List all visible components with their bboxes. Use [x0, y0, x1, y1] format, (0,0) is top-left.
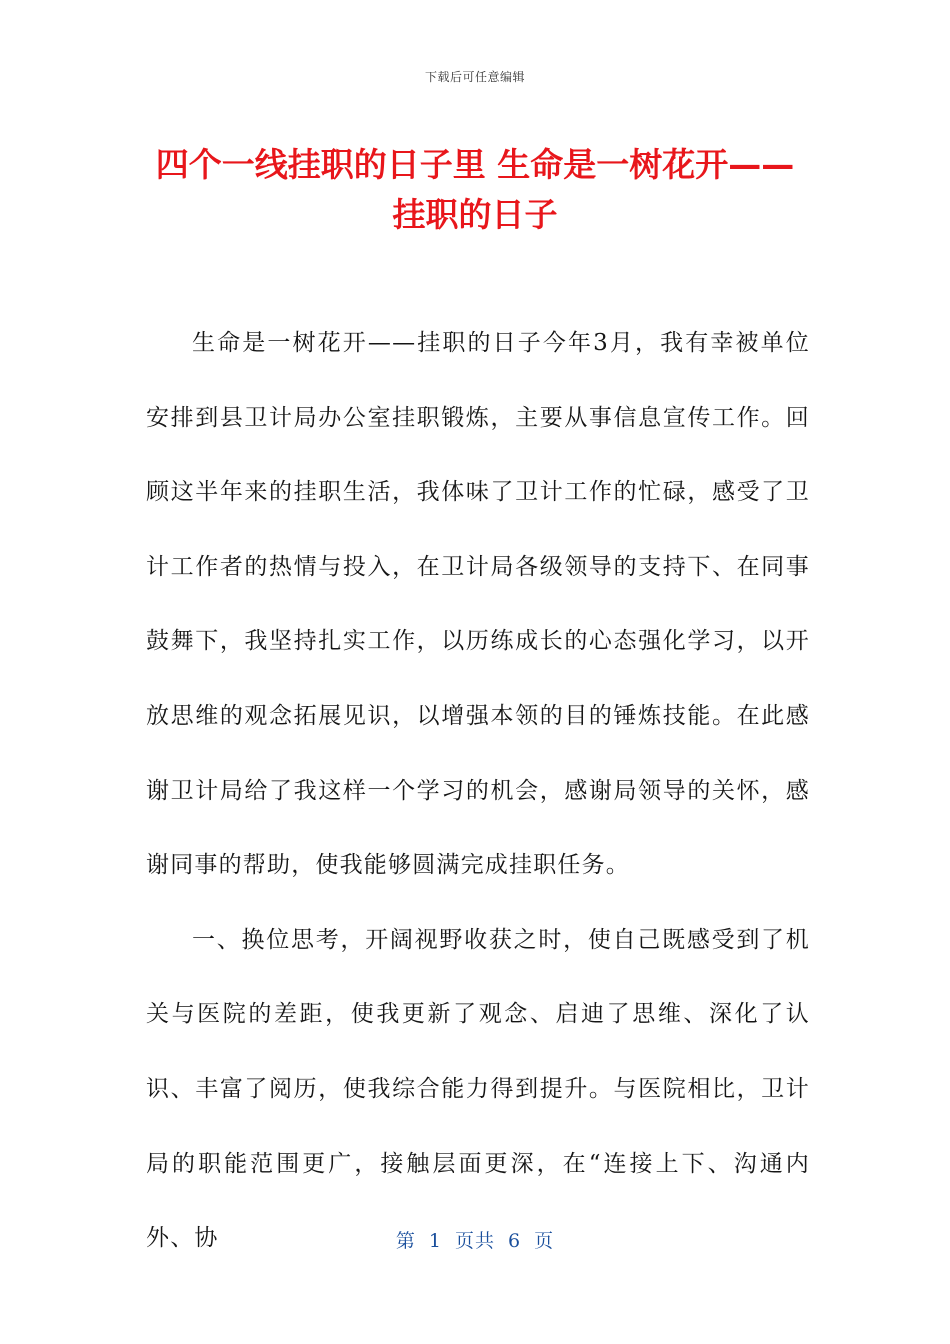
- title-line-1: 四个一线挂职的日子里 生命是一树花开——: [155, 145, 795, 184]
- body-paragraph: 生命是一树花开——挂职的日子今年3月，我有幸被单位安排到县卫计局办公室挂职锻炼，主要从事信息宣传工作。回顾这半年来的挂职生活，我体味了卫计工作的忙碌，感受了卫计工作者的热情与投入，在卫计局各级领导的支持下、在同事鼓舞下，我坚持扎实工作，以历练成长的心态强化学习，以开放思维的观念拓展见识，以增强本领的目的锤炼技能。在此感谢卫计局给了我这样一个学习的机会，感谢局领导的关怀，感谢同事的帮助，使我能够圆满完成挂职任务。: [146, 330, 810, 879]
- document-title: [100, 140, 850, 240]
- document-body: [146, 306, 810, 1276]
- download-note: 下载后可任意编辑: [424, 70, 525, 84]
- body-paragraph: 一、换位思考，开阔视野收获之时，使自己既感受到了机关与医院的差距，使我更新了观念、启迪了思维、深化了认识、丰富了阅历，使我综合能力得到提升。与医院相比，卫计局的职能范围更广，接触层面更深，在“连接上下、沟通内外、协: [146, 926, 810, 1252]
- title-line-2: 挂职的日子: [392, 195, 558, 234]
- page-number-label: 第 1 页共 6 页: [395, 1230, 555, 1252]
- page-footer: [0, 1226, 950, 1253]
